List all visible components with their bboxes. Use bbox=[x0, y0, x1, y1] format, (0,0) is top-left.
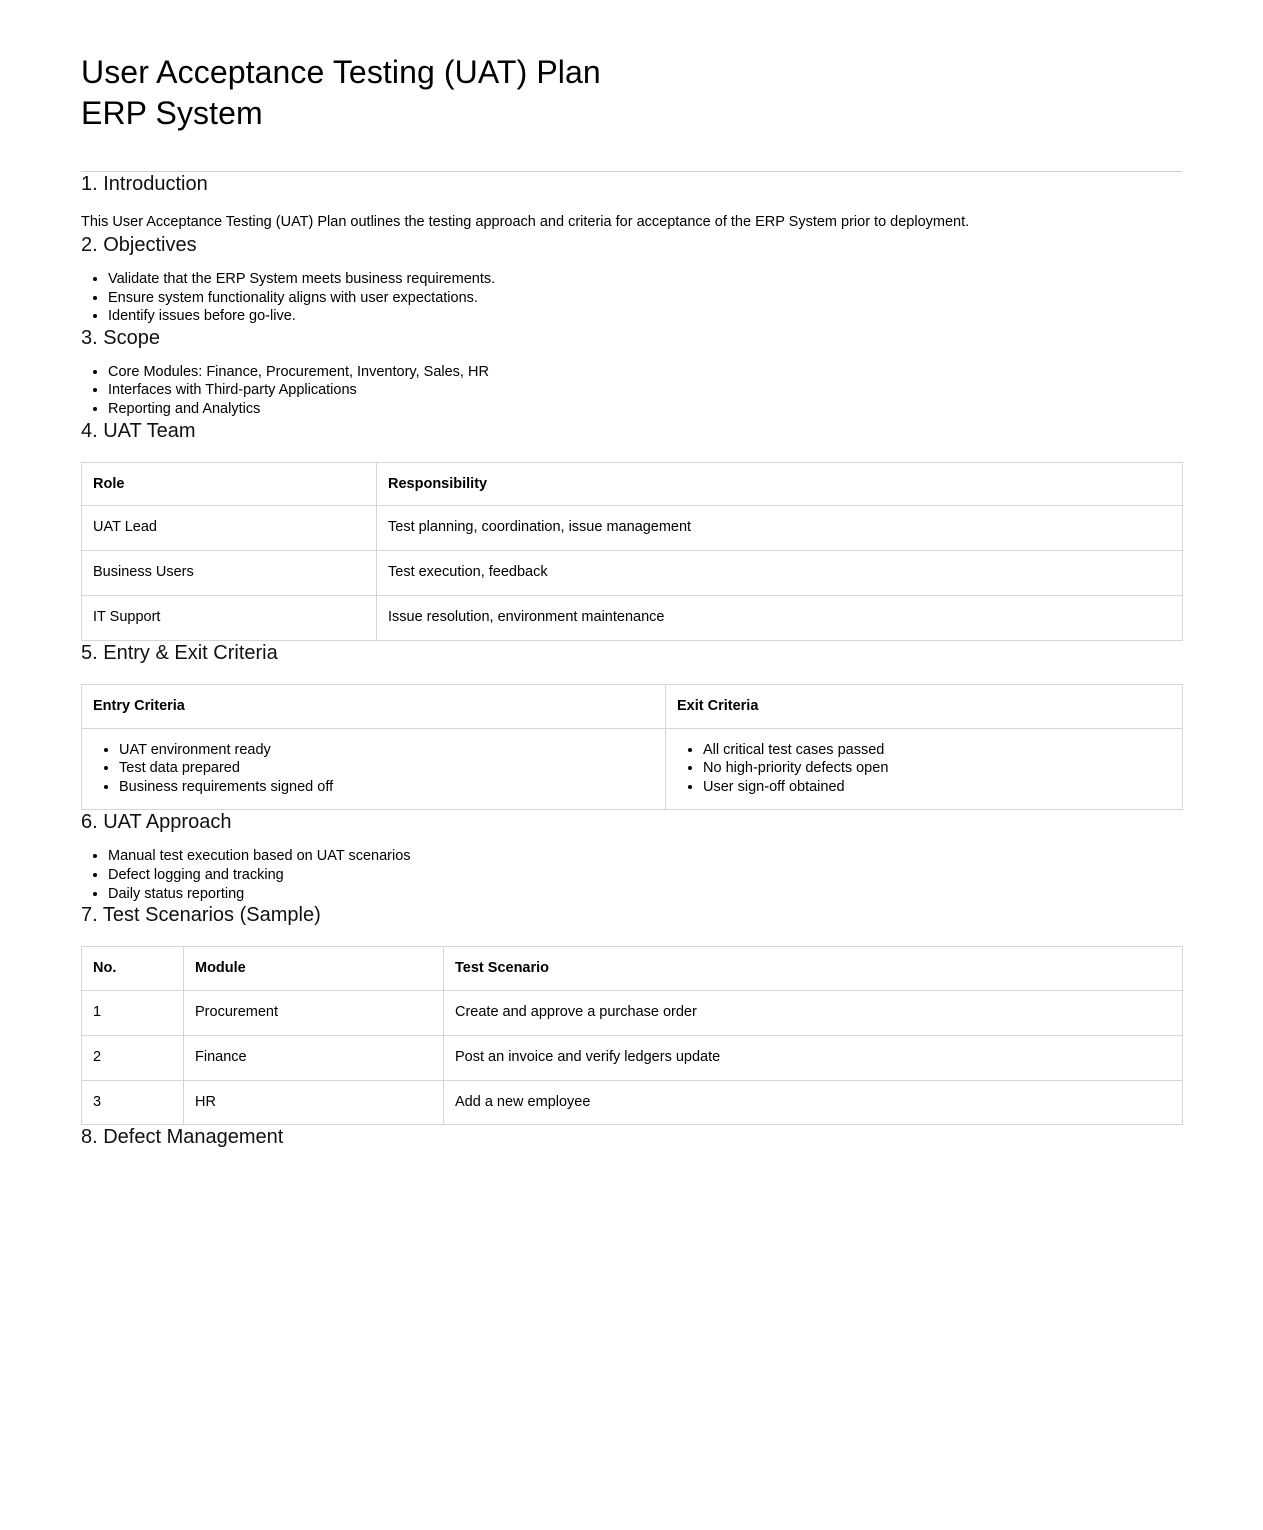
list-item: • UAT environment ready bbox=[119, 741, 655, 760]
table-header-row bbox=[82, 684, 1183, 728]
table-row bbox=[82, 990, 1183, 1035]
table-row bbox=[82, 551, 1183, 596]
heading-defect-management: 8. Defect Management bbox=[81, 1126, 284, 1149]
list-item: • Business requirements signed off bbox=[119, 778, 655, 797]
table-header-row bbox=[82, 462, 1183, 506]
scope-list bbox=[81, 363, 1182, 419]
column-header-exit-criteria: Exit Criteria bbox=[666, 684, 1183, 728]
list-item: • All critical test cases passed bbox=[703, 741, 1172, 760]
title-line-2: ERP System bbox=[81, 94, 263, 131]
column-header-module: Module bbox=[184, 947, 444, 991]
list-item: • Manual test execution based on UAT scenarios bbox=[108, 847, 1182, 866]
heading-uat-team: 4. UAT Team bbox=[81, 419, 196, 442]
heading-objectives: 2. Objectives bbox=[81, 234, 197, 257]
table-row bbox=[82, 1080, 1183, 1125]
table-row bbox=[82, 1035, 1183, 1080]
exit-criteria-list bbox=[677, 741, 1172, 797]
cell-test-scenario: Post an invoice and verify ledgers update bbox=[444, 1035, 1183, 1080]
heading-scope: 3. Scope bbox=[81, 326, 160, 349]
cell-exit-criteria bbox=[666, 728, 1183, 810]
table-header-row bbox=[82, 947, 1183, 991]
uat-team-table bbox=[81, 462, 1183, 641]
list-item: • User sign-off obtained bbox=[703, 778, 1172, 797]
column-header-no: No. bbox=[82, 947, 184, 991]
page-title bbox=[81, 52, 1182, 133]
table-row bbox=[82, 728, 1183, 810]
cell-module: Finance bbox=[184, 1035, 444, 1080]
entry-criteria-list bbox=[93, 741, 655, 797]
table-row bbox=[82, 506, 1183, 551]
heading-entry-exit-criteria: 5. Entry & Exit Criteria bbox=[81, 641, 278, 664]
cell-module: Procurement bbox=[184, 990, 444, 1035]
cell-responsibility: Issue resolution, environment maintenance bbox=[377, 596, 1183, 641]
objectives-list bbox=[81, 270, 1182, 326]
heading-introduction: 1. Introduction bbox=[81, 173, 208, 196]
cell-role: IT Support bbox=[82, 596, 377, 641]
heading-uat-approach: 6. UAT Approach bbox=[81, 811, 232, 834]
column-header-role: Role bbox=[82, 462, 377, 506]
list-item: • Core Modules: Finance, Procurement, Inventory, Sales, HR bbox=[108, 363, 1182, 382]
list-item: • Daily status reporting bbox=[108, 885, 1182, 904]
column-header-test-scenario: Test Scenario bbox=[444, 947, 1183, 991]
cell-role: Business Users bbox=[82, 551, 377, 596]
column-header-responsibility: Responsibility bbox=[377, 462, 1183, 506]
list-item: • Reporting and Analytics bbox=[108, 400, 1182, 419]
list-item: • Interfaces with Third-party Applications bbox=[108, 381, 1182, 400]
list-item: • Ensure system functionality aligns with user expectations. bbox=[108, 289, 1182, 308]
cell-entry-criteria bbox=[82, 728, 666, 810]
test-scenarios-table bbox=[81, 946, 1183, 1125]
entry-exit-criteria-table bbox=[81, 684, 1183, 810]
cell-responsibility: Test planning, coordination, issue management bbox=[377, 506, 1183, 551]
table-row bbox=[82, 596, 1183, 641]
cell-test-scenario: Create and approve a purchase order bbox=[444, 990, 1183, 1035]
list-item: • Defect logging and tracking bbox=[108, 866, 1182, 885]
cell-module: HR bbox=[184, 1080, 444, 1125]
list-item: • Validate that the ERP System meets business requirements. bbox=[108, 270, 1182, 289]
list-item: • Test data prepared bbox=[119, 759, 655, 778]
cell-test-scenario: Add a new employee bbox=[444, 1080, 1183, 1125]
cell-responsibility: Test execution, feedback bbox=[377, 551, 1183, 596]
cell-no: 2 bbox=[82, 1035, 184, 1080]
list-item: • No high-priority defects open bbox=[703, 759, 1172, 778]
cell-no: 3 bbox=[82, 1080, 184, 1125]
list-item: • Identify issues before go-live. bbox=[108, 307, 1182, 326]
title-line-1: User Acceptance Testing (UAT) Plan bbox=[81, 54, 601, 90]
cell-no: 1 bbox=[82, 990, 184, 1035]
column-header-entry-criteria: Entry Criteria bbox=[82, 684, 666, 728]
heading-test-scenarios: 7. Test Scenarios (Sample) bbox=[81, 904, 321, 927]
cell-role: UAT Lead bbox=[82, 506, 377, 551]
approach-list bbox=[81, 847, 1182, 903]
introduction-paragraph: This User Acceptance Testing (UAT) Plan outlines the testing approach and criteria for acceptance of the ERP System prior to deployment. bbox=[81, 214, 970, 231]
